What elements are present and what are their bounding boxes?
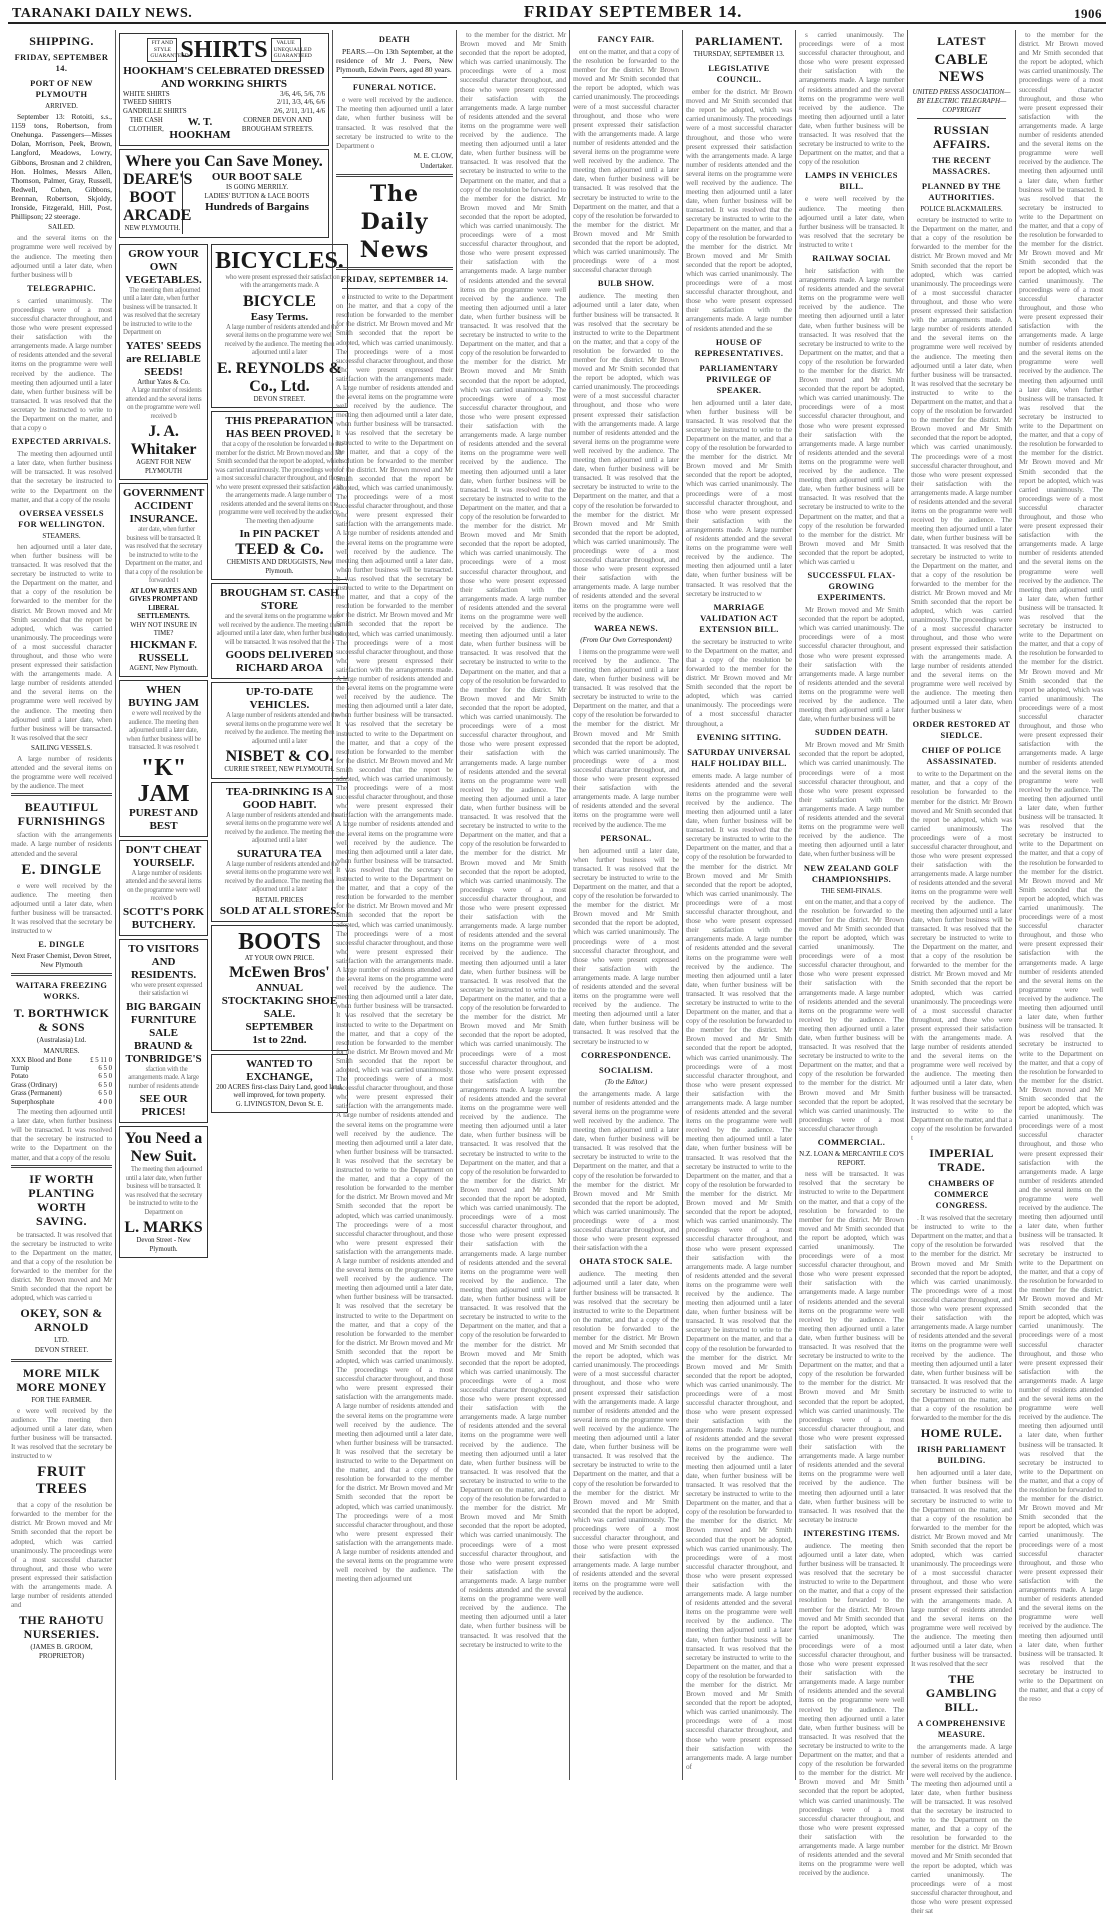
article-text: audience. The meeting then adjourned until a later date, when further business will be transacted. It was resolved that the secretary be instructed to write to the Department on the matter, and that a copy of the resolution be forwarded to the member for the district. Mr Brown moved and Mr Smith seconded that the report be adopted, which was carried unanimously. The proceedings were of a most successful character throughout, and those who were present expressed their satisfaction with the arrangements made. A large number of residents attended and the several items on the programme were well received by the audience. The meeting then adjourned until a later date, when further business will be transacted. It was resolved that the secretary be instructed to write to the Department on the matter, and that a copy of the resolution be forwarded to the member for the district. Mr Brown moved and Mr Smith seconded that the report be adopted, which was carried unanimously. The proceedings were of a most successful character throughout, and those who were present expressed their satisfaction with the arrangements made. A large number of residents attended and the several items on the programme were well received by the audience.	[573, 291, 679, 619]
price-label: WHITE SHIRTS	[123, 91, 170, 98]
article-text: ater date, when further business will be transacted. It was resolved that the secretary be instructed to write to the Department on the matter, and that a copy of the resolution be forwarded t	[124, 526, 203, 585]
wanted-text: 200 ACRES first-class Dairy Land, good land, well improved, for town property.	[216, 1083, 343, 1100]
hookham-line: HOOKHAM'S CELEBRATED DRESSED AND WORKING SHIRTS	[123, 65, 325, 90]
irish-heading: IRISH PARLIAMENT BUILDING.	[917, 1445, 1006, 1466]
value-guarantee-box: VALUE UNEQUALLED GUARANTEED	[271, 38, 301, 62]
article-text: ent on the matter, and that a copy of the resolution be forwarded to the member for the district. Mr Brown moved and Mr Smith seconded that the report be adopted, which was carried unanimously. The proceedings were of a most successful character throughout, and those who were present expressed their satisfaction with the arrangements made. A large number of residents attended and the several items on the programme were well received by the audience. The meeting then adjourned until a later date, when further business will be transacted. It was resolved that the secretary be instructed to write to the Department on the matter, and that a copy of the resolution be forwarded to the member for the district. Mr Brown moved and Mr Smith seconded that the report be adopted, which was carried unanimously. The proceedings were of a most successful character through	[573, 47, 679, 275]
article-text: hen adjourned until a later date, when further business will be transacted. It was resolved that the secretary be instructed to write to the Department on the matter, and that a copy of the resolution be forwarded to the member for the district. Mr Brown moved and Mr Smith seconded that the report be adopted, which was carried unanimously. The proceedings were of a most successful character throughout, and those who were present expressed their satisfaction with the arrangements made. A large number of residents attended and the several items on the programme were well received by the audience. The meeting then adjourned until a later date, when further business will be transacted. It was resolved that the secr	[11, 541, 112, 742]
sudden-death-heading: SUDDEN DEATH.	[815, 728, 888, 738]
flax-heading: SUCCESSFUL FLAX-GROWING EXPERIMENTS.	[807, 571, 896, 603]
arrived-text: September 13: Rotoiti, s.s., 1159 tons, Robertson, from Onehunga. Passengers—Misses Dolan, Morrison, Peek, Brown, Langford, Meadows, Lowry, Gibbons, Brosnan and 2 children, Hon. Holmes, Messrs Allen, Thomson, Palmer, Gray, Russell, Redwell, Cohen, Gibbons, Brennan, Robertson, Skjoldy, Ironside, Fitzgerald, Hill, Post, Phillipson; 22 steerage.	[11, 112, 112, 222]
article-text: A large number of residents attended and the several items on the programme were well received by the audience. The meeting then adjourned until a later	[224, 712, 339, 745]
rahotu-heading: THE RAHOTU NURSERIES.	[18, 1613, 104, 1642]
article-text: The meeting then adjourned until a later date, when further business will be transacted. It was resolved that the secretary be instructed to write to the Department on	[123, 286, 201, 337]
hookham-address: CORNER DEVON AND BROUGHAM STREETS.	[241, 117, 314, 134]
police-heading: POLICE BLACKMAILERS.	[920, 205, 1003, 213]
column-local-2	[570, 30, 683, 1780]
article-text: e were well received by the audience. The meeting then adjourned until a later date, when further business will be transacted. It was resolved t	[126, 710, 202, 752]
evening-heading: EVENING SITTING.	[696, 732, 782, 742]
column-cable-2	[1016, 30, 1106, 1780]
article-text: e were well received by the audience. The meeting then adjourned until a later date, when further business will be transacted. It was resolved that the secretary be instructed to write to the Department o	[336, 95, 453, 150]
article-text: A large number of residents attended and the several items on the programme were well received by the audience. The meeting then adjourned until a later	[224, 323, 339, 357]
article-text: A large number of residents attended and the several items on the programme were well received b	[125, 387, 202, 420]
article-text: The meeting then adjourned until a later date, when further business will be transacted. It was resolved that the secretary be instructed to write to the Department on	[124, 1166, 203, 1216]
shipping-heading: SHIPPING.	[29, 34, 94, 48]
borthwick-name: T. BORTHWICK & SONS	[13, 1006, 110, 1035]
imperial-heading: IMPERIAL TRADE.	[929, 1146, 994, 1175]
daily-news-nameplate: The Daily News	[359, 181, 430, 264]
reynolds-name: E. REYNOLDS & Co., Ltd.	[217, 359, 342, 395]
marriage-heading: MARRIAGE VALIDATION ACT EXTENSION BILL.	[699, 602, 779, 634]
sold-stores: SOLD AT ALL STORES.	[219, 905, 340, 918]
september-label: SEPTEMBER	[245, 1020, 314, 1033]
overseas-heading: OVERSEA VESSELS FOR WELLINGTON.	[18, 508, 105, 529]
fit-guarantee-box: FIT AND STYLE GUARANTEED	[147, 38, 177, 62]
masthead-title: TARANAKI DAILY NEWS.	[12, 6, 193, 21]
article-text: The meeting then adjourned until a later date, when further business will be transacted. It was resolved that the secretary be instructed to write to the Department on the matter, and that a copy of the resolu	[11, 1107, 112, 1162]
council-heading: LEGISLATIVE COUNCIL.	[708, 64, 770, 85]
ohata-heading: OHATA STOCK SALE.	[579, 1257, 673, 1267]
article-text: audience. The meeting then adjourned until a later date, when further business will be transacted. It was resolved that the secretary be instructed to write to the Department on the matter, and that a copy of the resolution be forwarded to the member for the district. Mr Brown moved and Mr Smith seconded that the report be adopted, which was carried unanimously. The proceedings were of a most successful character throughout, and those who were present expressed their satisfaction with the arrangements made. A large number of residents attended and the several items on the programme were well received by the audience. The meeting then adjourned until a later date, when further business will be transacted. It was resolved that the secretary be instructed to write to the Department on the matter, and that a copy of the resolution be forwarded to the member for the district. Mr Brown moved and Mr Smith seconded that the report be adopted, which was carried unanimously. The proceedings were of a most successful character throughout, and those who were present expressed their satisfaction with the arrangements made. A large number of residents attended and the several items on the programme were well received by the audience.	[573, 1269, 679, 1597]
visitors-heading: TO VISITORS AND RESIDENTS.	[128, 942, 199, 981]
cash-clothier: THE CASH CLOTHIER,	[128, 117, 164, 134]
suratura-heading: SURATURA TEA	[237, 847, 322, 860]
editorial-date: FRIDAY, SEPTEMBER 14.	[340, 275, 449, 285]
prep-heading: THIS PREPARATION HAS BEEN PROVED.	[225, 415, 334, 441]
marks-suit-ad	[119, 1126, 208, 1258]
scotts-ad	[119, 840, 208, 936]
article-text: The meeting then adjourned until a later date, when further business will be transacted. It was resolved that the secretary be instructed to write to the Department on the matter, and that a copy of the resolu	[11, 449, 112, 504]
boots-heading: BOOTS	[238, 929, 321, 956]
article-text: ements made. A large number of residents attended and the several items on the programme were well received by the audience. The meeting then adjourned until a later date, when further business will be transacted. It was resolved that the secretary be instructed to write to the Department on the matter, and that a copy of the resolution be forwarded to the member for the district. Mr Brown moved and Mr Smith seconded that the report be adopted, which was carried unanimously. The proceedings were of a most successful character throughout, and those who were present expressed their satisfaction with the arrangements made. A large number of residents attended and the several items on the programme were well received by the audience. The meeting then adjourned until a later date, when further business will be transacted. It was resolved that the secretary be instructed to write to the Department on the matter, and that a copy of the resolution be forwarded to the member for the district. Mr Brown moved and Mr Smith seconded that the report be adopted, which was carried unanimously. The proceedings were of a most successful character throughout, and those who were present expressed their satisfaction with the arrangements made. A large number of residents attended and the several items on the programme were well received by the audience. The meeting then adjourned until a later date, when further business will be transacted. It was resolved that the secretary be instructed to write to the Department on the matter, and that a copy of the resolution be forwarded to the member for the district. Mr Brown moved and Mr Smith seconded that the report be adopted, which was carried unanimously. The proceedings were of a most successful character throughout, and those who were present expressed their satisfaction with the arrangements made. A large number of residents attended and the several items on the programme were well received by the audience. The meeting then adjourned until a later date, when further business will be transacted. It was resolved that the secretary be instructed to write to the Department on the matter, and that a copy of the resolution be forwarded to the member for the district. Mr Brown moved and Mr Smith seconded that the report be adopted, which was carried unanimously. The proceedings were of a most successful character throughout, and those who were present expressed their satisfaction with the arrangements made. A large number of residents attended and the several items on the programme were well received by the audience. The meeting then adjourned until a later date, when further business will be transacted. It was resolved that the secretary be instructed to write to the Department on the matter, and that a copy of the resolution be forwarded to the member for the district. Mr Brown moved and Mr Smith seconded that the report be adopted, which was carried unanimously. The proceedings were of a most successful character throughout, and those who were present expressed their satisfaction with the arrangements made. A large number of residents attended and the several items on the programme were well received by the audience. The meeting then adjourned until a later date, when further business will be transacted. It was resolved that the secretary be instructed to write to the Department on the matter, and that a copy of the resolution be forwarded to the member for the district. Mr Brown moved and Mr Smith seconded that the report be adopted, which was carried unanimously. The proceedings were of a most successful character throughout, and those who were present expressed their satisfaction with the arrangements made. A large number of	[686, 770, 792, 1771]
article-text: Mr Brown moved and Mr Smith seconded that the report be adopted, which was carried unanimously. The proceedings were of a most successful character throughout, and those who were present expressed their satisfaction with the arrangements made. A large number of residents attended and the several items on the programme were well received by the audience. The meeting then adjourned until a later date, when further business will be	[799, 740, 904, 859]
teed-ad	[211, 411, 348, 580]
why-not: WHY NOT INSURE IN TIME?	[130, 621, 197, 638]
reynolds-address: DEVON STREET.	[253, 395, 306, 403]
telegraphic-heading: TELEGRAPHIC.	[27, 283, 96, 293]
hickman-name: HICKMAN F. RUSSELL	[130, 638, 197, 664]
gambling-heading: THE GAMBLING BILL.	[925, 1672, 998, 1715]
shirt-price-list	[123, 91, 325, 116]
column-parliament	[683, 30, 796, 1780]
column-shipping	[8, 30, 116, 1780]
govt-rates: AT LOW RATES AND GIVES PROMPT AND LIBERAL SETTLEMENTS.	[129, 587, 198, 621]
annual-sale: ANNUAL STOCKTAKING SHOE SALE.	[221, 981, 338, 1020]
k-jam-heading: "K" JAM	[137, 754, 190, 807]
cheat-heading: DON'T CHEAT YOURSELF.	[125, 843, 202, 869]
goods-delivered: GOODS DELIVERED	[225, 649, 334, 662]
death-heading: DEATH	[378, 35, 411, 44]
boot-sale-heading: OUR BOOT SALE	[211, 171, 303, 184]
price-row	[11, 1090, 112, 1098]
article-text: sfaction with the arrangements made. A large number of residents attende	[128, 1065, 199, 1090]
article-text: and the several items on the programme were well received by the audience. The meeting then adjourned until a later date, when further business will b	[11, 233, 112, 279]
article-text: the secretary be instructed to write to the Department on the matter, and that a copy of the resolution be forwarded to the member for the district. Mr Brown moved and Mr Smith seconded that the report be adopted, which was carried unanimously. The proceedings were of a most successful character throughout, a	[686, 636, 792, 728]
nz-loan-heading: N.Z. LOAN & MERCANTILE CO'S REPORT.	[799, 1150, 904, 1168]
hookham-shirts-ad	[119, 33, 329, 146]
purest-best: PUREST AND BEST	[128, 806, 199, 832]
yates-heading: YATES' SEEDS are RELIABLE SEEDS!	[125, 339, 202, 378]
article-text: A large number of residents attended and the several items on the programme were well received by the audience. The meeting then adjourned until a later	[224, 811, 339, 845]
parliament-date: THURSDAY, SEPTEMBER 13.	[693, 50, 785, 58]
own-price: AT YOUR OWN PRICE.	[244, 955, 315, 963]
warea-sub: (From Our Own Correspondent)	[580, 635, 672, 644]
braund-ad	[119, 939, 208, 1124]
nisbet-sub: CURRIE STREET, NEW PLYMOUTH.	[224, 766, 335, 774]
socialism-heading: SOCIALISM.	[598, 1065, 654, 1075]
deare-boot-ad	[119, 149, 329, 238]
suratura-ad	[211, 782, 348, 923]
newspaper-page	[8, 2, 1106, 1915]
marks-sub: Devon Street - New Plymouth.	[136, 1237, 191, 1253]
article-text: ember for the district. Mr Brown moved and Mr Smith seconded that the report be adopted, which was carried unanimously. The proceedings were of a most successful character throughout, and those who were present expressed their satisfaction with the arrangements made. A large number of residents attended and the several items on the programme were well received by the audience. The meeting then adjourned until a later date, when further business will be transacted. It was resolved that the secretary be instructed to write to the Department on the matter, and that a copy of the resolution be forwarded to the member for the district. Mr Brown moved and Mr Smith seconded that the report be adopted, which was carried unanimously. The proceedings were of a most successful character throughout, and those who were present expressed their satisfaction with the arrangements made. A large number of residents attended and the se	[686, 87, 792, 333]
teed-sub: CHEMISTS AND DRUGGISTS, New Plymouth.	[226, 559, 333, 575]
whitaker-name: J. A. Whitaker	[130, 423, 197, 459]
press-association: UNITED PRESS ASSOCIATION—BY ELECTRIC TELEGRAPH—COPYRIGHT	[912, 88, 1011, 114]
price-label: Turnip	[11, 1065, 30, 1072]
ladies-boots: LADIES' BUTTON & LACE BOOTS	[204, 192, 310, 200]
parliament-heading: PARLIAMENT.	[695, 34, 783, 48]
article-text: sfaction with the arrangements made. A large number of residents attended and the several	[11, 830, 112, 858]
govt-insurance-ad	[119, 483, 208, 677]
column-notices	[333, 30, 457, 1780]
milk-heading: MORE MILK MORE MONEY	[16, 1365, 107, 1394]
column-cable	[908, 30, 1016, 1915]
bulb-show-heading: BULB SHOW.	[597, 279, 655, 289]
bicycles-heading: BICYCLES.	[215, 247, 344, 274]
article-text: hen adjourned until a later date, when further business will be transacted. It was resolved that the secretary be instructed to write to the Department on the matter, and that a copy of the resolution be forwarded to the member for the district. Mr Brown moved and Mr Smith seconded that the report be adopted, which was carried unanimously. The proceedings were of a most successful character throughout, and those who were present expressed their satisfaction with the arrangements made. A large number of residents attended and the several items on the programme were well received by the audience. The meeting then adjourned until a later date, when further business will be transacted. It was resolved that the secretary be instructed to w	[686, 397, 792, 598]
article-text: ness will be transacted. It was resolved that the secretary be instructed to write to the Department on the matter, and that a copy of the resolution be forwarded to the member for the district. Mr Brown moved and Mr Smith seconded that the report be adopted, which was carried unanimously. The proceedings were of a most successful character throughout, and those who were present expressed their satisfaction with the arrangements made. A large number of residents attended and the several items on the programme were well received by the audience. The meeting then adjourned until a later date, when further business will be transacted. It was resolved that the secretary be instructed to write to the Department on the matter, and that a copy of the resolution be forwarded to the member for the district. Mr Brown moved and Mr Smith seconded that the report be adopted, which was carried unanimously. The proceedings were of a most successful character throughout, and those who were present expressed their satisfaction with the arrangements made. A large number of residents attended and the several items on the programme were well received by the audience. The meeting then adjourned until a later date, when further business will be transacted. It was resolved that the secretary be instructe	[799, 1169, 904, 1524]
easy-terms: Easy Terms.	[250, 310, 309, 323]
dingle-address: Next Fraser Chemist, Devon Street, New Plymouth	[11, 952, 112, 970]
article-text: heir satisfaction with the arrangements made. A large number of residents attended and the several items on the programme were well received by the audience. The meeting then adjourned until a later date, when further business will be transacted. It was resolved that the secretary be instructed to write to the Department on the matter, and that a copy of the resolution be forwarded to the member for the district. Mr Brown moved and Mr Smith seconded that the report be adopted, which was carried unanimously. The proceedings were of a most successful character throughout, and those who were present expressed their satisfaction with the arrangements made. A large number of residents attended and the several items on the programme were well received by the audience. The meeting then adjourned until a later date, when further business will be transacted. It was resolved that the secretary be instructed to write to the Department on the matter, and that a copy of the resolution be forwarded to the member for the district. Mr Brown moved and Mr Smith seconded that the report be adopted, which was carried u	[799, 265, 904, 566]
price-value: 3/6, 4/6, 5/6, 7/6	[280, 91, 325, 98]
port-heading: PORT OF NEW PLYMOUTH	[30, 79, 93, 99]
article-text: e were well received by the audience. The meeting then adjourned until a later date, when further business will be transacted. It was resolved that the secretary be instructed to w	[11, 1405, 112, 1461]
semi-finals: THE SEMI-FINALS.	[821, 886, 882, 895]
whitaker-sub: AGENT FOR NEW PLYMOUTH	[136, 459, 192, 475]
article-text: e instructed to write to the Department on the matter, and that a copy of the resolution be forwarded to the member for the district. Mr Brown moved and Mr Smith seconded that the report be adopted, which was carried unanimously. The proceedings were of a most successful character throughout, and those who were present expressed their satisfaction with the arrangements made. A large number of residents attended and the several items on the programme were well received by the audience. The meeting then adjourned until a later date, when further business will be transacted. It was resolved that the secretary be instructed to write to the Department on the matter, and that a copy of the resolution be forwarded to the member for the district. Mr Brown moved and Mr Smith seconded that the report be adopted, which was carried unanimously. The proceedings were of a most successful character throughout, and those who were present expressed their satisfaction with the arrangements made. A large number of residents attended and the several items on the programme were well received by the audience. The meeting then adjourned until a later date, when further business will be transacted. It was resolved that the secretary be instructed to write to the Department on the matter, and that a copy of the resolution be forwarded to the member for the district. Mr Brown moved and Mr Smith seconded that the report be adopted, which was carried unanimously. The proceedings were of a most successful character throughout, and those who were present expressed their satisfaction with the arrangements made. A large number of residents attended and the several items on the programme were well received by the audience. The meeting then adjourned until a later date, when further business will be transacted. It was resolved that the secretary be instructed to write to the Department on the matter, and that a copy of the resolution be forwarded to the member for the district. Mr Brown moved and Mr Smith seconded that the report be adopted, which was carried unanimously. The proceedings were of a most successful character throughout, and those who were present expressed their satisfaction with the arrangements made. A large number of residents attended and the several items on the programme were well received by the audience. The meeting then adjourned until a later date, when further business will be transacted. It was resolved that the secretary be instructed to write to the Department on the matter, and that a copy of the resolution be forwarded to the member for the district. Mr Brown moved and Mr Smith seconded that the report be adopted, which was carried unanimously. The proceedings were of a most successful character throughout, and those who were present expressed their satisfaction with the arrangements made. A large number of residents attended and the several items on the programme were well received by the audience. The meeting then adjourned until a later date, when further business will be transacted. It was resolved that the secretary be instructed to write to the Department on the matter, and that a copy of the resolution be forwarded to the member for the district. Mr Brown moved and Mr Smith seconded that the report be adopted, which was carried unanimously. The proceedings were of a most successful character throughout, and those who were present expressed their satisfaction with the arrangements made. A large number of residents attended and the several items on the programme were well received by the audience. The meeting then adjourned until a later date, when further business will be transacted. It was resolved that the secretary be instructed to write to the Department on the matter, and that a copy of the resolution be forwarded to the member for the district. Mr Brown moved and Mr Smith seconded that the report be adopted, which was carried unanimously. The proceedings were of a most successful character throughout, and those who were present expressed their satisfaction with the arrangements made. A large number of residents attended and the several items on the programme were well received by the audience. The meeting then adjourned until a later date, when further business will be transacted. It was resolved that the secretary be instructed to write to the Department on the matter, and that a copy of the resolution be forwarded to the member for the district. Mr Brown moved and Mr Smith seconded that the report be adopted, which was carried unanimously. The proceedings were of a most successful character throughout, and those who were present expressed their satisfaction with the arrangements made. A large number of residents attended and the several items on the programme were well received by the audience. The meeting then adjourned until a later date, when further business will be transacted. It was resolved that the secretary be instructed to write to the Department on the matter, and that a copy of the resolution be forwarded to the member for the district. Mr Brown moved and Mr Smith seconded that the report be adopted, which was carried unanimously. The proceedings were of a most successful character throughout, and those who were present expressed their satisfaction with the arrangements made. A large number of residents attended and the several items on the programme were well received by the audience. The meeting then adjourned unt	[336, 292, 453, 1584]
article-text: to write to the Department on the matter, and that a copy of the resolution be forwarded to the member for the district. Mr Brown moved and Mr Smith seconded that the report be adopted, which was carried unanimously. The proceedings were of a most successful character throughout, and those who were present expressed their satisfaction with the arrangements made. A large number of residents attended and the several items on the programme were well received by the audience. The meeting then adjourned until a later date, when further business will be transacted. It was resolved that the secretary be instructed to write to the Department on the matter, and that a copy of the resolution be forwarded to the member for the district. Mr Brown moved and Mr Smith seconded that the report be adopted, which was carried unanimously. The proceedings were of a most successful character throughout, and those who were present expressed their satisfaction with the arrangements made. A large number of residents attended and the several items on the programme were well received by the audience. The meeting then adjourned until a later date, when further business will be transacted. It was resolved that the secretary be instructed to write to the Department on the matter, and that a copy of the resolution be forwarded t	[911, 769, 1012, 1142]
price-value: 6 5 0	[98, 1065, 112, 1072]
okey-address: DEVON STREET.	[34, 1346, 89, 1355]
arthur-yates: Arthur Yates & Co.	[137, 378, 190, 386]
price-row	[123, 108, 325, 116]
article-text: that a copy of the resolution be forwarded to the member for the district. Mr Brown moved and Mr Smith seconded that the report be adopted, which was carried unanimously. The proceedings were of a most successful character throughout, and those who were present expressed their satisfaction with the arrangements made. A large number of residents attended and	[11, 1500, 112, 1610]
mcewen-name: McEwen Bros'	[229, 963, 330, 981]
holiday-bill-heading: SATURDAY UNIVERSAL HALF HOLIDAY BILL.	[687, 747, 791, 768]
price-row	[123, 91, 325, 99]
mcewen-ad	[211, 925, 348, 1051]
privilege-heading: PARLIAMENTARY PRIVILEGE OF SPEAKER.	[699, 363, 779, 395]
undertaker: Undertaker.	[420, 161, 453, 170]
article-text: who were present expressed their satisfaction wi	[130, 981, 203, 998]
bargains: Hundreds of Bargains	[205, 201, 309, 214]
boot-sale-sub: IS GOING MERRILY.	[225, 184, 289, 192]
comprehensive-heading: A COMPREHENSIVE MEASURE.	[917, 1719, 1006, 1740]
scotts-heading: SCOTT'S PORK BUTCHERY.	[123, 905, 205, 931]
article-text: be transacted. It was resolved that the secretary be instructed to write to the Department on the matter, and that a copy of the resolution be forwarded to the member for the district. Mr Brown moved and Mr Smith seconded that the report be adopted, which was carried u	[11, 1229, 112, 1303]
bicycle-sub: BICYCLE	[243, 292, 316, 310]
manures-heading: MANURES.	[43, 1046, 80, 1055]
article-text: ent on the matter, and that a copy of the resolution be forwarded to the member for the district. Mr Brown moved and Mr Smith seconded that the report be adopted, which was carried unanimously. The proceedings were of a most successful character throughout, and those who were present expressed their satisfaction with the arrangements made. A large number of residents attended and the several items on the programme were well received by the audience. The meeting then adjourned until a later date, when further business will be transacted. It was resolved that the secretary be instructed to write to the Department on the matter, and that a copy of the resolution be forwarded to the member for the district. Mr Brown moved and Mr Smith seconded that the report be adopted, which was carried unanimously. The proceedings were of a most successful character through	[799, 896, 904, 1133]
govt-heading: GOVERNMENT ACCIDENT INSURANCE.	[123, 487, 205, 526]
personal-heading: PERSONAL.	[600, 833, 652, 843]
okey-name: OKEY, SON & ARNOLD	[20, 1306, 103, 1335]
article-text: hen adjourned until a later date, when further business will be transacted. It was resolved that the secretary be instructed to write to the Department on the matter, and that a copy of the resolution be forwarded to the member for the district. Mr Brown moved and Mr Smith seconded that the report be adopted, which was carried unanimously. The proceedings were of a most successful character throughout, and those who were present expressed their satisfaction with the arrangements made. A large number of residents attended and the several items on the programme were well received by the audience. The meeting then adjourned until a later date, when further business will be transacted. It was resolved that the secretary be instructed to w	[573, 845, 679, 1046]
article-text: audience. The meeting then adjourned until a later date, when further business will be transacted. It was resolved that the secretary be instructed to write to the Department on the matter, and that a copy of the resolution be forwarded to the member for the district. Mr Brown moved and Mr Smith seconded that the report be adopted, which was carried unanimously. The proceedings were of a most successful character throughout, and those who were present expressed their satisfaction with the arrangements made. A large number of residents attended and the several items on the programme were well received by the audience. The meeting then adjourned until a later date, when further business will be transacted. It was resolved that the secretary be instructed to write to the Department on the matter, and that a copy of the resolution be forwarded to the member for the district. Mr Brown moved and Mr Smith seconded that the report be adopted, which was carried unanimously. The proceedings were of a most successful character throughout, and those who were present expressed their satisfaction with the arrangements made. A large number of residents attended and the several items on the programme were well received by the audience.	[799, 1540, 904, 1878]
manure-price-list	[11, 1057, 112, 1107]
price-value: 6 5 0	[98, 1073, 112, 1081]
teed-name: TEED & Co.	[235, 541, 324, 559]
article-text: . It was resolved that the secretary be instructed to write to the Department on the matter, and that a copy of the resolution be forwarded to the member for the district. Mr Brown moved and Mr Smith seconded that the report be adopted, which was carried unanimously. The proceedings were of a most successful character throughout, and those who were present expressed their satisfaction with the arrangements made. A large number of residents attended and the several items on the programme were well received by the audience. The meeting then adjourned until a later date, when further business will be transacted. It was resolved that the secretary be instructed to write to the Department on the matter, and that a copy of the resolution be forwarded to the member for the dis	[911, 1213, 1012, 1423]
price-value: 6 5 0	[98, 1090, 112, 1098]
save-money-heading: Where you Can Save Money.	[125, 153, 323, 171]
vegetables-heading: GROW YOUR OWN VEGETABLES.	[125, 247, 202, 286]
retail-prices: RETAIL PRICES	[255, 896, 304, 904]
bicycles-ad	[211, 244, 348, 409]
home-rule-heading: HOME RULE.	[920, 1426, 1003, 1441]
article-text: the arrangements made. A large number of residents attended and the several items on the programme were well received by the audience. The meeting then adjourned until a later date, when further business will be transacted. It was resolved that the secretary be instructed to write to the Department on the matter, and that a copy of the resolution be forwarded to the member for the district. Mr Brown moved and Mr Smith seconded that the report be adopted, which was carried unanimously. The proceedings were of a most successful character throughout, and those who were present expressed their satisfaction with the a	[573, 1088, 679, 1253]
article-text: and the several items on the programme were well received by the audience. The meeting then adjourned until a later date, when further business will be transacted. It was resolved that the s	[216, 613, 343, 646]
price-label: Grass (Ordinary)	[11, 1081, 58, 1089]
hookham-name: W. T. HOOKHAM	[169, 116, 231, 142]
price-label: GANDRILLE SHIRTS	[123, 107, 187, 115]
article-text: e were well received by the audience. The meeting then adjourned until a later date, when further business will be transacted. It was resolved that the secretary be instructed to w	[11, 880, 112, 936]
steamers-heading: STEAMERS.	[42, 531, 81, 540]
price-label: Superphosphate	[11, 1098, 55, 1106]
pin-packet: In PIN PACKET	[239, 528, 320, 541]
k-jam-ad	[119, 680, 208, 837]
masthead	[8, 4, 1106, 24]
interesting-heading: INTERESTING ITEMS.	[803, 1528, 900, 1538]
article-text: A large number of residents attended and the several items on the programme were well received b	[125, 869, 202, 903]
chambers-heading: CHAMBERS OF COMMERCE CONGRESS.	[928, 1179, 995, 1211]
golf-heading: NEW ZEALAND GOLF CHAMPIONSHIPS.	[803, 863, 900, 884]
sailing-heading: SAILING VESSELS.	[31, 743, 92, 752]
price-value: 4 0 0	[98, 1098, 112, 1106]
waitara-heading: WAITARA FREEZING WORKS.	[15, 981, 108, 1002]
livingston: G. LIVINGSTON, Devon St. E.	[235, 1100, 324, 1108]
see-prices: SEE OUR PRICES!	[139, 1093, 188, 1119]
when-buying-jam: WHEN BUYING JAM	[128, 684, 199, 710]
price-value: 2/11, 3/3, 4/6, 6/6	[276, 99, 325, 107]
braund-name: BRAUND & TONBRIDGE'S	[125, 1039, 202, 1065]
funeral-heading: FUNERAL NOTICE.	[352, 83, 437, 93]
brougham-heading: BROUGHAM ST. CASH STORE	[220, 587, 339, 613]
article-text: who were present expressed their satisfaction with the arrangements made. A	[225, 273, 340, 290]
deare-name: DEARE'S BOOT ARCADE	[123, 171, 193, 225]
sailed-heading: SAILED.	[48, 223, 75, 232]
cable-news-heading: CABLE NEWS	[934, 52, 989, 85]
wanted-ad	[211, 1054, 348, 1114]
article-text: the arrangements made. A large number of residents attended and the several items on the programme were well received by the audience. The meeting then adjourned until a later date, when further business will be transacted. It was resolved that the secretary be instructed to write to the Department on the matter, and that a copy of the resolution be forwarded to the member for the district. Mr Brown moved and Mr Smith seconded that the report be adopted, which was carried unanimously. The proceedings were of a most successful character throughout, and those who were present expressed their sat	[911, 1742, 1012, 1915]
article-text: ecretary be instructed to write to the Department on the matter, and that a copy of the resolution be forwarded to the member for the district. Mr Brown moved and Mr Smith seconded that the report be adopted, which was carried unanimously. The proceedings were of a most successful character throughout, and those who were present expressed their satisfaction with the arrangements made. A large number of residents attended and the several items on the programme were well received by the audience. The meeting then adjourned until a later date, when further business will be transacted. It was resolved that the secretary be instructed to write to the Department on the matter, and that a copy of the resolution be forwarded to the member for the district. Mr Brown moved and Mr Smith seconded that the report be adopted, which was carried unanimously. The proceedings were of a most successful character throughout, and those who were present expressed their satisfaction with the arrangements made. A large number of residents attended and the several items on the programme were well received by the audience. The meeting then adjourned until a later date, when further business will be transacted. It was resolved that the secretary be instructed to write to the Department on the matter, and that a copy of the resolution be forwarded to the member for the district. Mr Brown moved and Mr Smith seconded that the report be adopted, which was carried unanimously. The proceedings were of a most successful character throughout, and those who were present expressed their satisfaction with the arrangements made. A large number of residents attended and the several items on the programme were well received by the audience. The meeting then adjourned until a later date, when further business w	[911, 215, 1012, 716]
tea-heading: TEA-DRINKING IS A GOOD HABIT.	[225, 785, 333, 811]
fruit-heading: FRUIT TREES	[35, 1464, 88, 1498]
suit-heading: You Need a New Suit.	[124, 1130, 203, 1166]
price-value: £ 5 11 0	[90, 1056, 112, 1064]
price-row	[11, 1073, 112, 1081]
price-row	[11, 1057, 112, 1065]
vehicles-heading: UP-TO-DATE VEHICLES.	[245, 686, 314, 712]
tree-ad-heading: IF WORTH PLANTING WORTH SAVING.	[28, 1171, 95, 1228]
masthead-year: 1906	[1074, 6, 1102, 21]
wanted-heading: WANTED TO EXCHANGE,	[246, 1057, 313, 1083]
article-text: A large number of residents attended and the several items on the programme were well received by the audience. The meet	[11, 754, 112, 791]
clow-name: M. E. CLOW,	[413, 151, 453, 160]
house-heading: HOUSE OF REPRESENTATIVES.	[694, 337, 784, 358]
article-text: s carried unanimously. The proceedings were of a most successful character throughout, and those who were present expressed their satisfaction with the arrangements made. A large number of residents attended and the several items on the programme were well received by the audience. The meeting then adjourned until a later date, when further business will be transacted. It was resolved that the secretary be instructed to write to the Department on the matter, and that a copy of the resolution	[799, 30, 904, 167]
latest-heading: LATEST	[937, 34, 986, 48]
death-text: PEARS.—On 13th September, at the residence of Mr J. Peers, New Plymouth, Edwin Peers, aged 80 years.	[336, 47, 453, 75]
price-row	[11, 1065, 112, 1073]
article-text: l items on the programme were well received by the audience. The meeting then adjourned until a later date, when further business will be transacted. It was resolved that the secretary be instructed to write to the Department on the matter, and that a copy of the resolution be forwarded to the member for the district. Mr Brown moved and Mr Smith seconded that the report be adopted, which was carried unanimously. The proceedings were of a most successful character throughout, and those who were present expressed their satisfaction with the arrangements made. A large number of residents attended and the several items on the programme were well received by the audience. The me	[573, 646, 679, 829]
brougham-ad	[211, 583, 348, 679]
order-heading: ORDER RESTORED AT SIEDLCE.	[912, 720, 1011, 741]
furnishings-heading: BEAUTIFUL FURNISHINGS	[17, 800, 106, 829]
price-value: 2/6, 2/11, 3/11, 4/6	[273, 107, 325, 115]
price-label: XXX Blood and Bone	[11, 1056, 72, 1064]
article-text: to the member for the district. Mr Brown moved and Mr Smith seconded that the report be adopted, which was carried unanimously. The proceedings were of a most successful character throughout, and those who were present expressed their satisfaction with the arrangements made. A large number of residents attended and the several items on the programme were well received by the audience. The meeting then adjourned until a later date, when further business will be transacted. It was resolved that the secretary be instructed to write to the Department on the matter, and that a copy of the resolution be forwarded to the member for the district. Mr Brown moved and Mr Smith seconded that the report be adopted, which was carried unanimously. The proceedings were of a most successful character throughout, and those who were present expressed their satisfaction with the arrangements made. A large number of residents attended and the several items on the programme were well received by the audience. The meeting then adjourned until a later date, when further business will be transacted. It was resolved that the secretary be instructed to write to the Department on the matter, and that a copy of the resolution be forwarded to the member for the district. Mr Brown moved and Mr Smith seconded that the report be adopted, which was carried unanimously. The proceedings were of a most successful character throughout, and those who were present expressed their satisfaction with the arrangements made. A large number of residents attended and the several items on the programme were well received by the audience. The meeting then adjourned until a later date, when further business will be transacted. It was resolved that the secretary be instructed to write to the Department on the matter, and that a copy of the resolution be forwarded to the member for the district. Mr Brown moved and Mr Smith seconded that the report be adopted, which was carried unanimously. The proceedings were of a most successful character throughout, and those who were present expressed their satisfaction with the arrangements made. A large number of residents attended and the several items on the programme were well received by the audience. The meeting then adjourned until a later date, when further business will be transacted. It was resolved that the secretary be instructed to write to the Department on the matter, and that a copy of the resolution be forwarded to the member for the district. Mr Brown moved and Mr Smith seconded that the report be adopted, which was carried unanimously. The proceedings were of a most successful character throughout, and those who were present expressed their satisfaction with the arrangements made. A large number of residents attended and the several items on the programme were well received by the audience. The meeting then adjourned until a later date, when further business will be transacted. It was resolved that the secretary be instructed to write to the Department on the matter, and that a copy of the resolution be forwarded to the member for the district. Mr Brown moved and Mr Smith seconded that the report be adopted, which was carried unanimously. The proceedings were of a most successful character throughout, and those who were present expressed their satisfaction with the arrangements made. A large number of residents attended and the several items on the programme were well received by the audience. The meeting then adjourned until a later date, when further business will be transacted. It was resolved that the secretary be instructed to write to the Department on the matter, and that a copy of the resolution be forwarded to the member for the district. Mr Brown moved and Mr Smith seconded that the report be adopted, which was carried unanimously. The proceedings were of a most successful character throughout, and those who were present expressed their satisfaction with the arrangements made. A large number of residents attended and the several items on the programme were well received by the audience. The meeting then adjourned until a later date, when further business will be transacted. It was resolved that the secretary be instructed to write to the Department on the matter, and that a copy of the resolution be forwarded to the member for the district. Mr Brown moved and Mr Smith seconded that the report be adopted, which was carried unanimously. The proceedings were of a most successful character throughout, and those who were present expressed their satisfaction with the arrangements made. A large number of residents attended and the several items on the programme were well received by the audience. The meeting then adjourned until a later date, when further business will be transacted. It was resolved that the secretary be instructed to write to the Department on the matter, and that a copy of the resolution be forwarded to the member for the district. Mr Brown moved and Mr Smith seconded that the report be adopted, which was carried unanimously. The proceedings were of a most successful character throughout, and those who were present expressed their satisfaction with the arrangements made. A large number of residents attended and the several items on the programme were well received by the audience. The meeting then adjourned until a later date, when further business will be transacted. It was resolved that the secretary be instructed to write to the Department on the matter, and that a copy of the resolution be forwarded to the member for the district. Mr Brown moved and Mr Smith seconded that the report be adopted, which was carried unanimously. The proceedings were of a most successful character throughout, and those who were present expressed their satisfaction with the arrangements made. A large number of residents attended and the several items on the programme were well received by the audience. The meeting then adjourned until a later date, when further business will be transacted. It was resolved that the secretary be instructed to write to the	[460, 30, 566, 1649]
expected-heading: EXPECTED ARRIVALS.	[11, 437, 112, 447]
nisbet-ad	[211, 682, 348, 779]
okey-sub: LTD.	[54, 1336, 69, 1345]
richard-aroa: RICHARD AROA	[235, 662, 323, 675]
hickman-sub: AGENT, New Plymouth.	[129, 664, 198, 672]
dingle-name-2: E. DINGLE	[38, 940, 85, 950]
chief-heading: CHIEF OF POLICE ASSASSINATED.	[921, 746, 1002, 767]
warea-heading: WAREA NEWS.	[594, 623, 658, 633]
article-text: that a copy of the resolution be forwarded to the member for the district. Mr Brown moved and Mr Smith seconded that the report be adopted, which was carried unanimously. The proceedings were of a most successful character throughout, and those who were present expressed their satisfaction with the arrangements made. A large number of residents attended and the several items on the programme were well received by the audience. The meeting then adjourne	[215, 441, 344, 525]
column-ads	[116, 30, 344, 1780]
column-local	[457, 30, 570, 1780]
milk-sub: FOR THE FARMER.	[31, 1395, 92, 1404]
column-news	[796, 30, 908, 1878]
fancy-fair-heading: FANCY FAIR.	[597, 35, 655, 44]
price-label: TWEED SHIRTS	[123, 99, 172, 107]
sale-dates: 1st to 22nd.	[252, 1033, 307, 1046]
nisbet-name: NISBET & CO.	[225, 748, 334, 766]
bargain-sale: BIG BARGAIN FURNITURE SALE	[126, 1000, 201, 1039]
article-text: to the member for the district. Mr Brown moved and Mr Smith seconded that the report be adopted, which was carried unanimously. The proceedings were of a most successful character throughout, and those who were present expressed their satisfaction with the arrangements made. A large number of residents attended and the several items on the programme were well received by the audience. The meeting then adjourned until a later date, when further business will be transacted. It was resolved that the secretary be instructed to write to the Department on the matter, and that a copy of the resolution be forwarded to the member for the district. Mr Brown moved and Mr Smith seconded that the report be adopted, which was carried unanimously. The proceedings were of a most successful character throughout, and those who were present expressed their satisfaction with the arrangements made. A large number of residents attended and the several items on the programme were well received by the audience. The meeting then adjourned until a later date, when further business will be transacted. It was resolved that the secretary be instructed to write to the Department on the matter, and that a copy of the resolution be forwarded to the member for the district. Mr Brown moved and Mr Smith seconded that the report be adopted, which was carried unanimously. The proceedings were of a most successful character throughout, and those who were present expressed their satisfaction with the arrangements made. A large number of residents attended and the several items on the programme were well received by the audience. The meeting then adjourned until a later date, when further business will be transacted. It was resolved that the secretary be instructed to write to the Department on the matter, and that a copy of the resolution be forwarded to the member for the district. Mr Brown moved and Mr Smith seconded that the report be adopted, which was carried unanimously. The proceedings were of a most successful character throughout, and those who were present expressed their satisfaction with the arrangements made. A large number of residents attended and the several items on the programme were well received by the audience. The meeting then adjourned until a later date, when further business will be transacted. It was resolved that the secretary be instructed to write to the Department on the matter, and that a copy of the resolution be forwarded to the member for the district. Mr Brown moved and Mr Smith seconded that the report be adopted, which was carried unanimously. The proceedings were of a most successful character throughout, and those who were present expressed their satisfaction with the arrangements made. A large number of residents attended and the several items on the programme were well received by the audience. The meeting then adjourned until a later date, when further business will be transacted. It was resolved that the secretary be instructed to write to the Department on the matter, and that a copy of the resolution be forwarded to the member for the district. Mr Brown moved and Mr Smith seconded that the report be adopted, which was carried unanimously. The proceedings were of a most successful character throughout, and those who were present expressed their satisfaction with the arrangements made. A large number of residents attended and the several items on the programme were well received by the audience. The meeting then adjourned until a later date, when further business will be transacted. It was resolved that the secretary be instructed to write to the Department on the matter, and that a copy of the resolution be forwarded to the member for the district. Mr Brown moved and Mr Smith seconded that the report be adopted, which was carried unanimously. The proceedings were of a most successful character throughout, and those who were present expressed their satisfaction with the arrangements made. A large number of residents attended and the several items on the programme were well received by the audience. The meeting then adjourned until a later date, when further business will be transacted. It was resolved that the secretary be instructed to write to the Department on the matter, and that a copy of the resolution be forwarded to the member for the district. Mr Brown moved and Mr Smith seconded that the report be adopted, which was carried unanimously. The proceedings were of a most successful character throughout, and those who were present expressed their satisfaction with the arrangements made. A large number of residents attended and the several items on the programme were well received by the audience. The meeting then adjourned until a later date, when further business will be transacted. It was resolved that the secretary be instructed to write to the Department on the matter, and that a copy of the reso	[1019, 30, 1103, 1704]
price-value: 6 5 0	[98, 1081, 112, 1089]
editor-sub: (To the Editor.)	[604, 1077, 648, 1086]
shirts-heading: SHIRTS	[180, 37, 268, 63]
article-text: hen adjourned until a later date, when further business will be transacted. It was resolved that the secretary be instructed to write to the Department on the matter, and that a copy of the resolution be forwarded to the member for the district. Mr Brown moved and Mr Smith seconded that the report be adopted, which was carried unanimously. The proceedings were of a most successful character throughout, and those who were present expressed their satisfaction with the arrangements made. A large number of residents attended and the several items on the programme were well received by the audience. The meeting then adjourned until a later date, when further business will be transacted. It was resolved that the secr	[911, 1468, 1012, 1669]
borthwick-sub: (Australasia) Ltd.	[36, 1036, 87, 1045]
rahotu-sub: (JAMES B. GROOM, PROPRIETOR)	[30, 1643, 93, 1661]
article-text: s carried unanimously. The proceedings were of a most successful character throughout, and those who were present expressed their satisfaction with the arrangements made. A large number of residents attended and the several items on the programme were well received by the audience. The meeting then adjourned until a later date, when further business will be transacted. It was resolved that the secretary be instructed to write to the Department on the matter, and that a copy o	[11, 295, 112, 433]
marks-name: L. MARKS	[124, 1219, 203, 1237]
price-label: Potato	[11, 1073, 29, 1081]
arrived-heading: ARRIVED.	[45, 102, 78, 110]
price-label: Grass (Permanent)	[11, 1090, 62, 1098]
massacres-heading: THE RECENT MASSACRES.	[932, 156, 991, 176]
price-row	[11, 1082, 112, 1090]
deare-sub: NEW PLYMOUTH.	[124, 225, 181, 233]
dingle-name: E. DINGLE	[21, 861, 102, 878]
planned-heading: PLANNED BY THE AUTHORITIES.	[921, 182, 1002, 202]
price-row	[123, 99, 325, 107]
article-text: e were well received by the audience. The meeting then adjourned until a later date, when further business will be transacted. It was resolved that the secretary be instructed to write t	[799, 194, 904, 249]
article-text: Mr Brown moved and Mr Smith seconded that the report be adopted, which was carried unanimously. The proceedings were of a most successful character throughout, and those who were present expressed their satisfaction with the arrangements made. A large number of residents attended and the several items on the programme were well received by the audience. The meeting then adjourned until a later date, when further business will be	[799, 605, 904, 724]
price-row	[11, 1099, 112, 1107]
railway-social-heading: RAILWAY SOCIAL	[812, 253, 891, 263]
masthead-date: FRIDAY SEPTEMBER 14.	[523, 2, 743, 21]
correspondence-heading: CORRESPONDENCE.	[581, 1050, 671, 1060]
russian-heading: RUSSIAN AFFAIRS.	[932, 123, 991, 151]
shipping-date: FRIDAY, SEPTEMBER 14.	[14, 53, 109, 73]
article-text: A large number of residents attended and the several items on the programme were well received by the audience. The meeting then adjourned until a later	[224, 860, 339, 894]
commercial-heading: COMMERCIAL.	[817, 1138, 886, 1148]
yates-seeds-ad	[119, 244, 208, 481]
lamps-heading: LAMPS IN VEHICLES BILL.	[805, 171, 898, 192]
